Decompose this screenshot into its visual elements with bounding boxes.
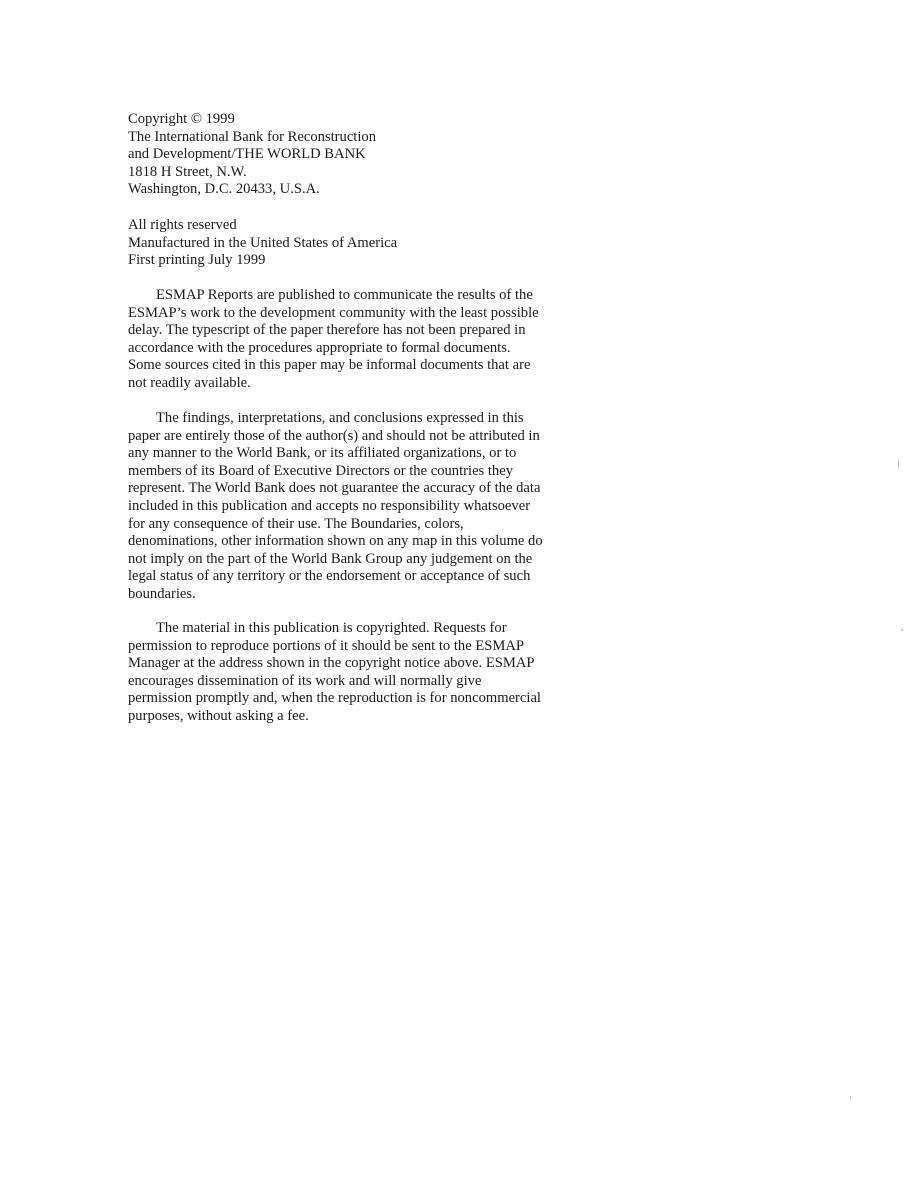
paragraph-line: legal status of any territory or the endorsement or acceptance of such: [128, 568, 531, 585]
copyright-line: and Development/THE WORLD BANK: [128, 146, 366, 163]
paragraph-line: for any consequence of their use. The Boundaries, colors,: [128, 515, 464, 532]
rights-line: Manufactured in the United States of America: [128, 234, 398, 251]
paragraph-line: accordance with the procedures appropriate to formal documents.: [128, 339, 511, 356]
paragraph-line: ESMAP Reports are published to communicate the results of the: [156, 287, 533, 303]
paragraph-line: not imply on the part of the World Bank Group any judgement on the: [128, 550, 533, 567]
paragraph-line: denominations, other information shown on any map in this volume do: [128, 533, 543, 550]
paragraph-line: boundaries.: [128, 585, 196, 602]
copyright-line: 1818 H Street, N.W.: [128, 163, 247, 180]
paragraph-line: paper are entirely those of the author(s) and should not be attributed in: [128, 427, 540, 444]
esmap-reports-paragraph: [128, 287, 568, 393]
scan-speck: [901, 629, 903, 631]
paragraph-line: purposes, without asking a fee.: [128, 707, 309, 724]
rights-line: First printing July 1999: [128, 252, 266, 269]
paragraph-line: encourages dissemination of its work and will normally give: [128, 672, 482, 689]
paragraph-line: Manager at the address shown in the copyright notice above. ESMAP: [128, 655, 535, 672]
copyright-line: Copyright © 1999: [128, 111, 235, 127]
paragraph-line: represent. The World Bank does not guarantee the accuracy of the data: [128, 480, 541, 497]
paragraph-line: any manner to the World Bank, or its affiliated organizations, or to: [128, 445, 517, 462]
paragraph-line: ESMAP’s work to the development community with the least possible: [128, 304, 539, 321]
paragraph-line: The material in this publication is copyrighted. Requests for: [156, 620, 507, 636]
copyright-permission-paragraph: [128, 620, 568, 726]
copyright-line: The International Bank for Reconstruction: [128, 128, 377, 145]
paragraph-line: permission to reproduce portions of it should be sent to the ESMAP: [128, 637, 525, 654]
scan-speck: [898, 459, 899, 469]
paragraph-line: not readily available.: [128, 374, 251, 391]
copyright-notice: [128, 111, 568, 199]
scan-speck: [850, 1096, 851, 1099]
rights-notice: [128, 217, 568, 270]
rights-line: All rights reserved: [128, 217, 237, 233]
paragraph-line: delay. The typescript of the paper therefore has not been prepared in: [128, 322, 526, 339]
copyright-line: Washington, D.C. 20433, U.S.A.: [128, 181, 320, 198]
paragraph-line: included in this publication and accepts no responsibility whatsoever: [128, 497, 531, 514]
paragraph-line: permission promptly and, when the reproduction is for noncommercial: [128, 690, 541, 707]
paragraph-line: members of its Board of Executive Directors or the countries they: [128, 462, 513, 479]
paragraph-line: Some sources cited in this paper may be informal documents that are: [128, 357, 531, 374]
paragraph-line: The findings, interpretations, and conclusions expressed in this: [156, 410, 524, 426]
disclaimer-paragraph: [128, 410, 568, 604]
